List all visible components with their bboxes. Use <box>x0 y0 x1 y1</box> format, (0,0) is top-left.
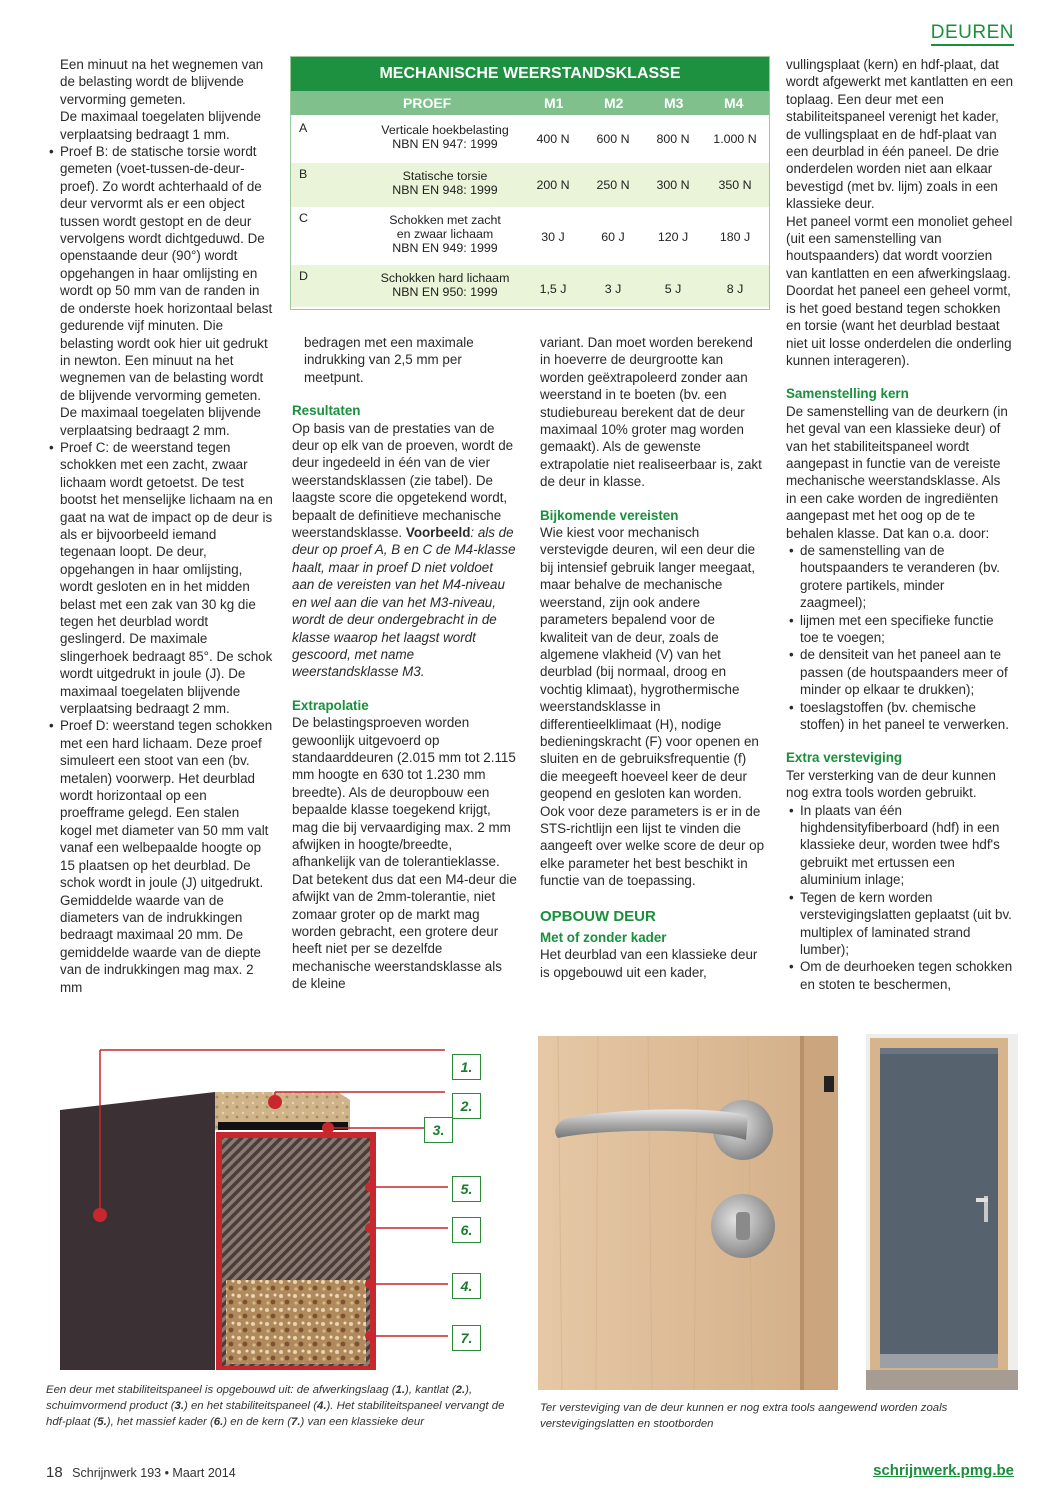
figure2-caption: Ter versteviging van de deur kunnen er nog extra tools aangewend worden zoals verstevigingslatten en stootborden <box>540 1402 948 1430</box>
caption-text: ) en de kern ( <box>223 1416 292 1428</box>
page-footer <box>46 1464 236 1481</box>
cell-value: 5 J <box>664 282 682 296</box>
paragraph: Wie kiest voor mechanisch verstevigde deuren, wil een deur die bij intensief gebruik langer meegaat, maar behalve de mechanische weerstand, zijn ook andere parameters bepalend voor de kwaliteit van de deur, zoals de algemene vlakheid (V) van het deurblad (bij normaal, droog en vochtig klimaat), hygrothermische weerstandsklasse in differentieelklimaat (H), nodige bedieningskracht (F) voor openen en sluiten en de gebruiksfrequentie (f) die meegeeft hoeveel keer de deur geopend en gesloten kan worden. Ook voor deze parameters is er in de STS-richtlijn een lijst te vinden die aangeeft over welke score de deur op elke parameter het best beschikt in functie van de toepassing. <box>540 525 765 889</box>
desc-line: NBN EN 950: 1999 <box>392 285 498 299</box>
cell-value: 60 J <box>601 230 625 244</box>
desc-line: NBN EN 949: 1999 <box>392 241 498 255</box>
cell-value: 600 N <box>596 132 630 146</box>
column-4 <box>786 56 1014 993</box>
caption-ref: 3. <box>174 1400 185 1412</box>
paragraph: Het deurblad van een klassieke deur is opgebouwd uit een kader, <box>540 947 758 980</box>
row-letter: B <box>299 167 308 181</box>
heading-resultaten: Resultaten <box>292 403 361 419</box>
caption-text: Een deur met stabiliteitspaneel is opgebouwd uit: de afwerkingslaag ( <box>46 1384 396 1396</box>
table-row <box>291 207 769 265</box>
column-3 <box>540 334 766 981</box>
section-tag: DEUREN <box>931 22 1014 46</box>
bullet-item: • toeslagstoffen (bv. chemische stoffen) in het paneel te verwerken. <box>786 699 1014 734</box>
heading-extra: Extra versteviging <box>786 750 903 766</box>
caption-text: ). Het stabiliteitspaneel vervangt de hdf-plaat ( <box>46 1400 505 1428</box>
figure1-caption <box>46 1382 526 1430</box>
table-title: MECHANISCHE WEERSTANDSKLASSE <box>291 57 769 91</box>
paragraph: De maximaal toegelaten blijvende verplaatsing bedraagt 1 mm. <box>60 109 261 142</box>
table-header: PROEF <box>403 95 452 111</box>
table-row <box>291 163 769 207</box>
caption-ref: 6. <box>213 1416 224 1428</box>
label-7: 7. <box>452 1325 481 1351</box>
table-header: M4 <box>724 95 744 111</box>
bullet-item: • Om de deurhoeken tegen schokken en stoten te beschermen, <box>786 958 1014 993</box>
desc-line: NBN EN 947: 1999 <box>392 137 498 151</box>
paragraph: Het paneel vormt een monoliet geheel (uit een samenstelling van houtspaanders) dat wordt voorzien van kantlatten en een afwerkingslaag. Doordat het paneel een geheel vormt, is het goed bestand tegen schokken en torsie (want het deurblad bestaat niet uit losse onderdelen die onderling kunnen interageren). <box>786 213 1013 368</box>
site-link[interactable]: schrijnwerk.pmg.be <box>873 1462 1014 1479</box>
text: Op basis van de prestaties van de deur op elk van de proeven, wordt de deur ingedeeld in één van de vier weerstandsklassen (zie tabel). De laagste score die opgetekend wordt, bepaalt de definitieve mechanische weerstandsklasse. <box>292 420 514 541</box>
caption-text: ), kantlat ( <box>405 1384 456 1396</box>
cross-section-illustration <box>40 1040 490 1380</box>
cell-value: 350 N <box>718 178 752 192</box>
door-cross-section-figure <box>40 1040 490 1380</box>
caption-ref: 5. <box>97 1416 107 1428</box>
heading-kern: Samenstelling kern <box>786 386 909 402</box>
door-photo <box>866 1034 1018 1390</box>
door-handle-photo <box>538 1036 838 1390</box>
caption-ref: 2. <box>455 1384 466 1396</box>
row-letter: D <box>299 269 308 283</box>
bullet-item: • Proef B: de statische torsie wordt gemeten (voet-tussen-de-deur-proef). Zo wordt achterhaald of de deur vervormt als er een object tussen wordt gestopt en de deur vervolgens wordt dichtgeduwd. De openstaande deur (90°) wordt opgehangen in haar omlijsting en wordt op 50 mm van de randen in de onderste hoek horizontaal belast gedurende vijf minuten. Die belasting wordt ook hier uit gedrukt in newton. Een minuut na het wegnemen van de belasting wordt de blijvende vervorming gemeten. De maximaal toegelaten blijvende verplaatsing bedraagt 2 mm. <box>46 143 274 439</box>
bullet-item: • Proef C: de weerstand tegen schokken met een zacht, zwaar lichaam wordt getoetst. De test bootst het menselijke lichaam na en gaat na wat de impact op de deur is als er bijvoorbeeld iemand tegenaan loopt. De deur, opgehangen in haar omlijsting, wordt gesloten en in het midden belast met een zak van 30 kg die tegen het deurblad wordt geslingerd. De maximale slingerhoek bedraagt 85°. De schok wordt uitgedrukt in joule (J). De maximaal toegelaten blijvende verplaatsing bedraagt 2 mm. <box>46 439 274 718</box>
example-label: Voorbeeld <box>405 525 471 541</box>
row-desc <box>335 169 555 197</box>
bullet-item: • de densiteit van het paneel aan te passen (de houtspaanders meer of minder op elkaar te drukken); <box>786 646 1014 698</box>
row-desc <box>335 271 555 299</box>
cell-value: 8 J <box>726 282 744 296</box>
issue-label: Schrijnwerk 193 • Maart 2014 <box>72 1466 236 1480</box>
cell-value: 1.000 N <box>713 132 757 146</box>
example-text: : als de deur op proef A, B en C de M4-klasse haalt, maar in proef D niet voldoet aan de vereisten van het M4-niveau en wel aan die van het M3-niveau, wordt de deur ondergebracht in de klasse waarop het laagst wordt gescoord, met name weerstandsklasse M3. <box>292 525 516 680</box>
table-header: M1 <box>544 95 564 111</box>
cell-value: 200 N <box>536 178 570 192</box>
table-row <box>291 265 769 307</box>
caption-text: ) van een klassieke deur <box>300 1416 424 1428</box>
bullet-item: • Proef D: weerstand tegen schokken met een hard lichaam. Deze proef simuleert een stoot van een (bv. metalen) voorwerp. Het deurblad wordt horizontaal op een proefframe gelegd. Een stalen kogel met diameter van 50 mm valt vanaf een welbepaalde hoogte op 15 plaatsen op het deurblad. De schok wordt in joule (J) uitgedrukt. Gemiddelde waarde van de diameters van de indrukkingen bedraagt maximaal 20 mm. De gemiddelde waarde van de diepte van de indrukkingen mag max. 2 mm <box>46 717 274 996</box>
cell-value: 180 J <box>719 230 751 244</box>
paragraph: Een minuut na het wegnemen van de belasting wordt de blijvende vervorming gemeten. <box>60 57 264 107</box>
cell-value: 1,5 J <box>539 282 567 296</box>
table-row <box>291 117 769 163</box>
column-2 <box>292 334 518 993</box>
bullet-item: • lijmen met een specifieke functie toe te voegen; <box>786 612 1014 647</box>
cell-value: 120 J <box>657 230 689 244</box>
desc-line: Schokken hard lichaam <box>380 271 510 285</box>
cell-value: 250 N <box>596 178 630 192</box>
caption-ref: 7. <box>291 1416 301 1428</box>
paragraph: variant. Dan moet worden berekend in hoeverre de deurgrootte kan worden geëxtrapoleerd zonder aan weerstand in te boeten (bv. een studiebureau berekent dat de deur maximaal 10% groter mag worden gemaakt). Als de gewenste extrapolatie niet realiseerbaar is, zakt de deur in klasse. <box>540 335 762 490</box>
bullet-item: • In plaats van één highdensityfiberboard (hdf) in een klassieke deur, worden twee hdf's gebruikt met ertussen een aluminium inlage; <box>786 802 1014 889</box>
paragraph: De belastingsproeven worden gewoonlijk uitgevoerd op standaarddeuren (2.015 mm tot 2.115 mm hoogte en 630 tot 1.230 mm breedte). Als de deuropbouw een bepaalde klasse toegekend krijgt, mag die bij vervaardiging max. 2 mm afwijken in hoogte/breedte, afhankelijk van de tolerantieklasse. Dat betekent dus dat een M4-deur die afwijkt van de 2mm-tolerantie, niet zomaar groter op de markt mag worden gebracht, een grotere deur heeft niet per se dezelfde mechanische weerstandsklasse als de kleine <box>292 715 517 992</box>
label-3: 3. <box>424 1117 453 1143</box>
cell-value: 300 N <box>656 178 690 192</box>
heading-bijkomende: Bijkomende vereisten <box>540 507 679 523</box>
resistance-table <box>290 56 770 310</box>
caption-ref: 1. <box>395 1384 406 1396</box>
paragraph: De samenstelling van de deurkern (in het geval van een klassieke deur) of van het stabiliteitspaneel wordt aangepast in functie van de vereiste mechanische weerstandsklasse. Als in een cake worden de ingrediënten aangepast met het oog op de te behalen klasse. Dat kan o.a. door: <box>786 403 1008 541</box>
row-letter: A <box>299 121 308 135</box>
paragraph: vullingsplaat (kern) en hdf-plaat, dat wordt afgewerkt met kantlatten en een toplaag. Een deur met een stabiliteitspaneel verenigt het kader, de vullingsplaat en de hdf-plaat van een deurblad in één paneel. De drie onderdelen worden niet aan elkaar bevestigd (met bv. lijm) zoals in een klassieke deur. <box>786 57 1014 212</box>
table-header: M2 <box>604 95 624 111</box>
row-desc <box>335 123 555 151</box>
bullet-item: • Tegen de kern worden verstevigingslatten geplaatst (uit bv. multiplex of laminated strand lumber); <box>786 889 1014 959</box>
desc-line: Statische torsie <box>402 169 488 183</box>
desc-line: Schokken met zacht <box>389 213 501 227</box>
label-2: 2. <box>452 1093 481 1119</box>
caption-text: ), schuimvormend product ( <box>46 1384 473 1412</box>
column-1 <box>46 56 274 996</box>
handle-illustration <box>538 1036 838 1390</box>
cell-value: 400 N <box>536 132 570 146</box>
desc-line: en zwaar lichaam <box>396 227 494 241</box>
heading-kader: Met of zonder kader <box>540 930 667 945</box>
bullet-item: • de samenstelling van de houtspaanders te veranderen (bv. grotere partikels, minder zaagmeel); <box>786 542 1014 612</box>
label-1: 1. <box>452 1054 481 1080</box>
door-illustration <box>866 1034 1018 1390</box>
cell-value: 30 J <box>541 230 565 244</box>
paragraph <box>292 420 518 681</box>
row-desc <box>335 213 555 255</box>
label-4: 4. <box>452 1273 481 1299</box>
caption-text: ), het massief kader ( <box>106 1416 214 1428</box>
page-number: 18 <box>46 1464 63 1481</box>
paragraph: bedragen met een maximale indrukking van 2,5 mm per meetpunt. <box>304 335 474 385</box>
caption-text: ) en het stabiliteitspaneel ( <box>184 1400 317 1412</box>
row-letter: C <box>299 211 308 225</box>
paragraph: Ter versterking van de deur kunnen nog extra tools worden gebruikt. <box>786 767 996 801</box>
table-header: M3 <box>664 95 684 111</box>
heading-opbouw: OPBOUW DEUR <box>540 907 656 925</box>
cell-value: 800 N <box>656 132 690 146</box>
cell-value: 3 J <box>604 282 622 296</box>
label-6: 6. <box>452 1217 481 1243</box>
heading-extrapolatie: Extrapolatie <box>292 697 369 713</box>
table-header-row <box>291 91 769 115</box>
label-5: 5. <box>452 1176 481 1202</box>
caption-ref: 4. <box>316 1400 327 1412</box>
desc-line: Verticale hoekbelasting <box>381 123 509 137</box>
desc-line: NBN EN 948: 1999 <box>392 183 498 197</box>
